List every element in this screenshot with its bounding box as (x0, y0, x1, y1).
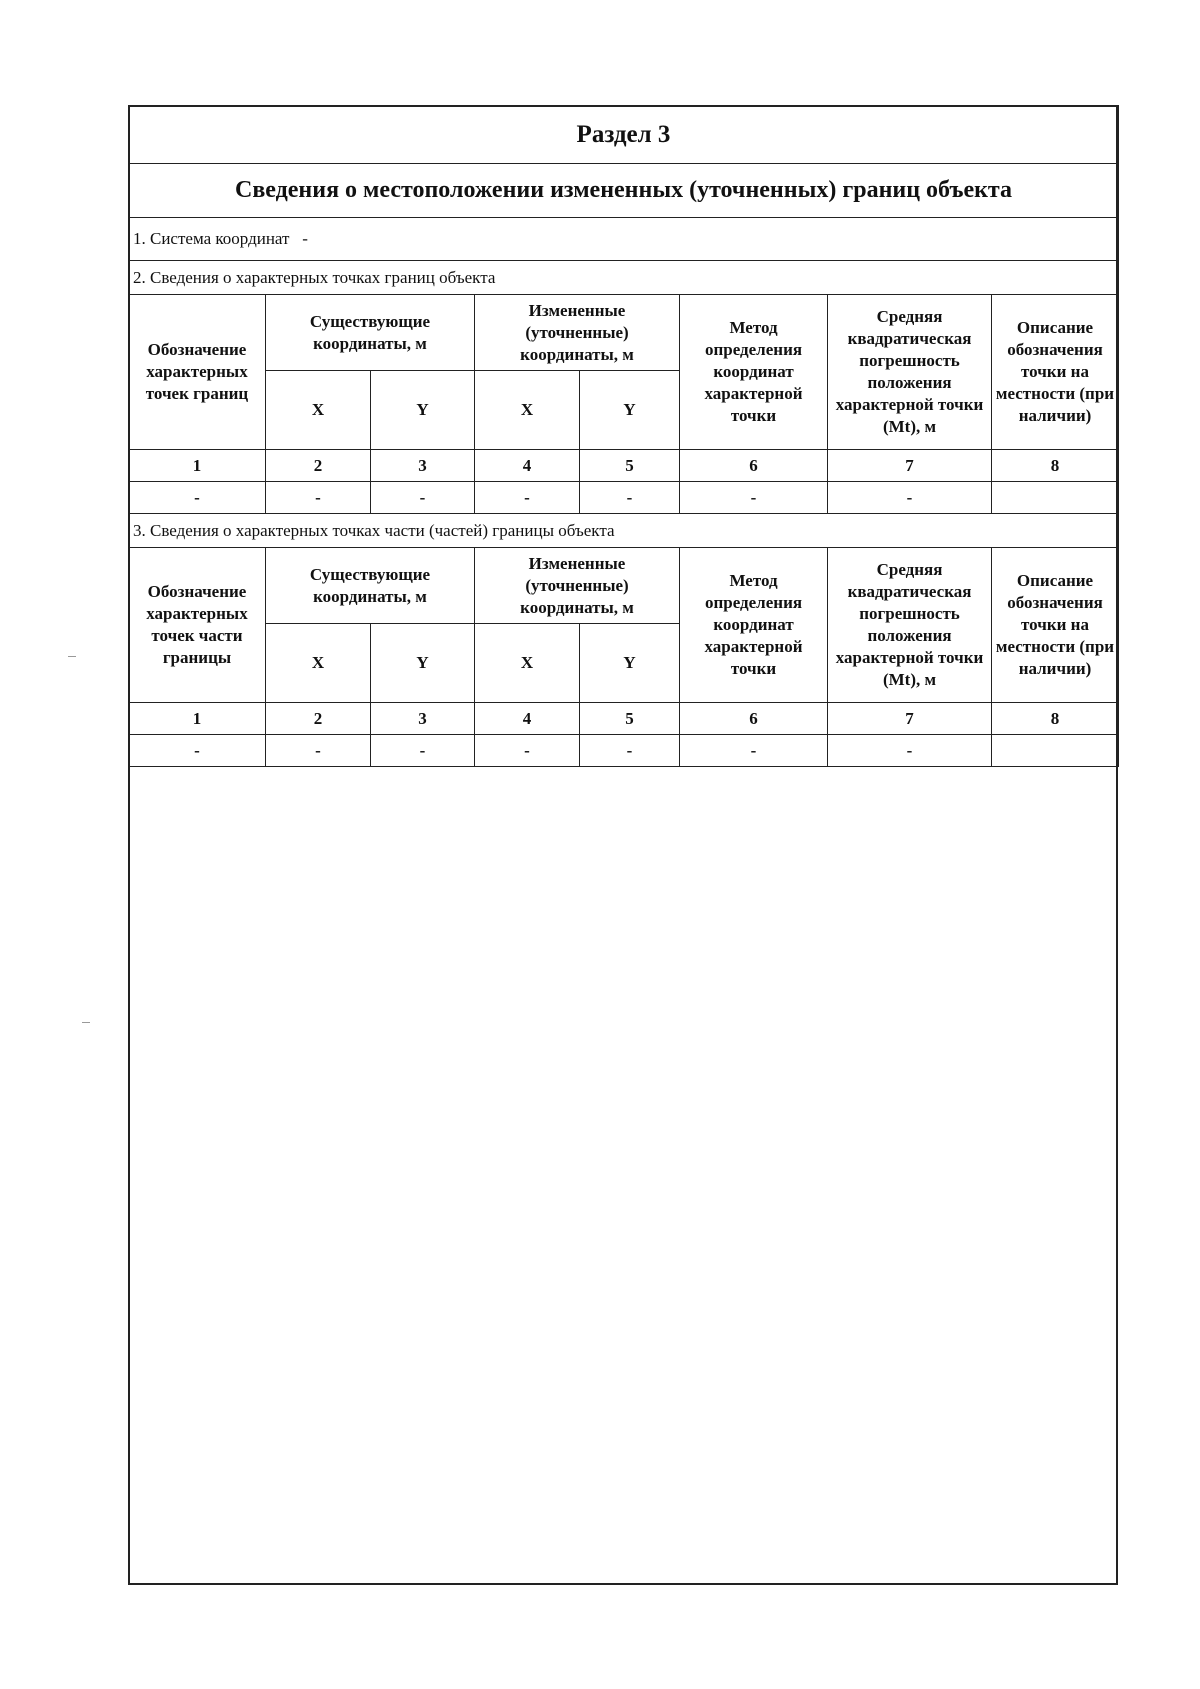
column-number: 7 (828, 450, 992, 482)
table-cell (992, 482, 1119, 514)
table-cell: - (371, 735, 475, 767)
changed-y: Y (580, 624, 680, 703)
column-number: 3 (371, 450, 475, 482)
table-cell: - (475, 735, 580, 767)
column-number: 4 (475, 450, 580, 482)
col-existing-coords: Существующие координаты, м (266, 548, 475, 624)
table-cell: - (475, 482, 580, 514)
col-error: Средняя квадратическая погрешность положения характерной точки (Mt), м (828, 295, 992, 450)
column-number: 6 (680, 450, 828, 482)
column-number: 4 (475, 703, 580, 735)
part-boundary-points-table (128, 547, 1119, 767)
changed-x: X (475, 624, 580, 703)
coordinate-system-label: 1. Система координат (133, 229, 290, 248)
column-number: 5 (580, 450, 680, 482)
existing-y: Y (371, 624, 475, 703)
table-cell: - (580, 482, 680, 514)
column-number: 2 (266, 450, 371, 482)
table-cell: - (266, 482, 371, 514)
col-changed-coords: Измененные (уточненные) координаты, м (475, 548, 680, 624)
coordinate-system-value: - (302, 229, 308, 248)
col-designation: Обозначение характерных точек части границы (129, 548, 266, 703)
coordinate-system-row (129, 218, 1119, 261)
column-number: 1 (129, 450, 266, 482)
boundary-points-table (128, 294, 1119, 514)
table-cell: - (580, 735, 680, 767)
table-row (129, 482, 1119, 514)
table-cell (992, 735, 1119, 767)
block3-title: 3. Сведения о характерных точках части (частей) границы объекта (129, 514, 1119, 548)
existing-x: X (266, 624, 371, 703)
table-cell: - (371, 482, 475, 514)
existing-x: X (266, 371, 371, 450)
table-cell: - (680, 735, 828, 767)
column-number: 8 (992, 450, 1119, 482)
col-existing-coords: Существующие координаты, м (266, 295, 475, 371)
existing-y: Y (371, 371, 475, 450)
column-numbers-row (129, 450, 1119, 482)
scan-mark (68, 656, 76, 657)
block3-title-table (128, 513, 1119, 548)
column-number: 5 (580, 703, 680, 735)
scan-mark (82, 1022, 90, 1023)
col-method: Метод определения координат характерной точки (680, 548, 828, 703)
col-changed-coords: Измененные (уточненные) координаты, м (475, 295, 680, 371)
table-cell: - (266, 735, 371, 767)
section-heading: Раздел 3 (129, 106, 1119, 164)
column-number: 1 (129, 703, 266, 735)
table-cell: - (129, 735, 266, 767)
block2-title: 2. Сведения о характерных точках границ объекта (129, 261, 1119, 295)
col-description: Описание обозначения точки на местности (при наличии) (992, 548, 1119, 703)
col-method: Метод определения координат характерной точки (680, 295, 828, 450)
col-description: Описание обозначения точки на местности (при наличии) (992, 295, 1119, 450)
col-error: Средняя квадратическая погрешность положения характерной точки (Mt), м (828, 548, 992, 703)
column-numbers-row (129, 703, 1119, 735)
column-number: 7 (828, 703, 992, 735)
column-number: 2 (266, 703, 371, 735)
table-cell: - (828, 482, 992, 514)
changed-y: Y (580, 371, 680, 450)
table-cell: - (828, 735, 992, 767)
column-number: 8 (992, 703, 1119, 735)
section-header-table (128, 105, 1119, 295)
column-number: 6 (680, 703, 828, 735)
table-cell: - (129, 482, 266, 514)
col-designation: Обозначение характерных точек границ (129, 295, 266, 450)
section-title: Сведения о местоположении измененных (уточненных) границ объекта (129, 164, 1119, 218)
changed-x: X (475, 371, 580, 450)
table-row (129, 735, 1119, 767)
table-cell: - (680, 482, 828, 514)
column-number: 3 (371, 703, 475, 735)
